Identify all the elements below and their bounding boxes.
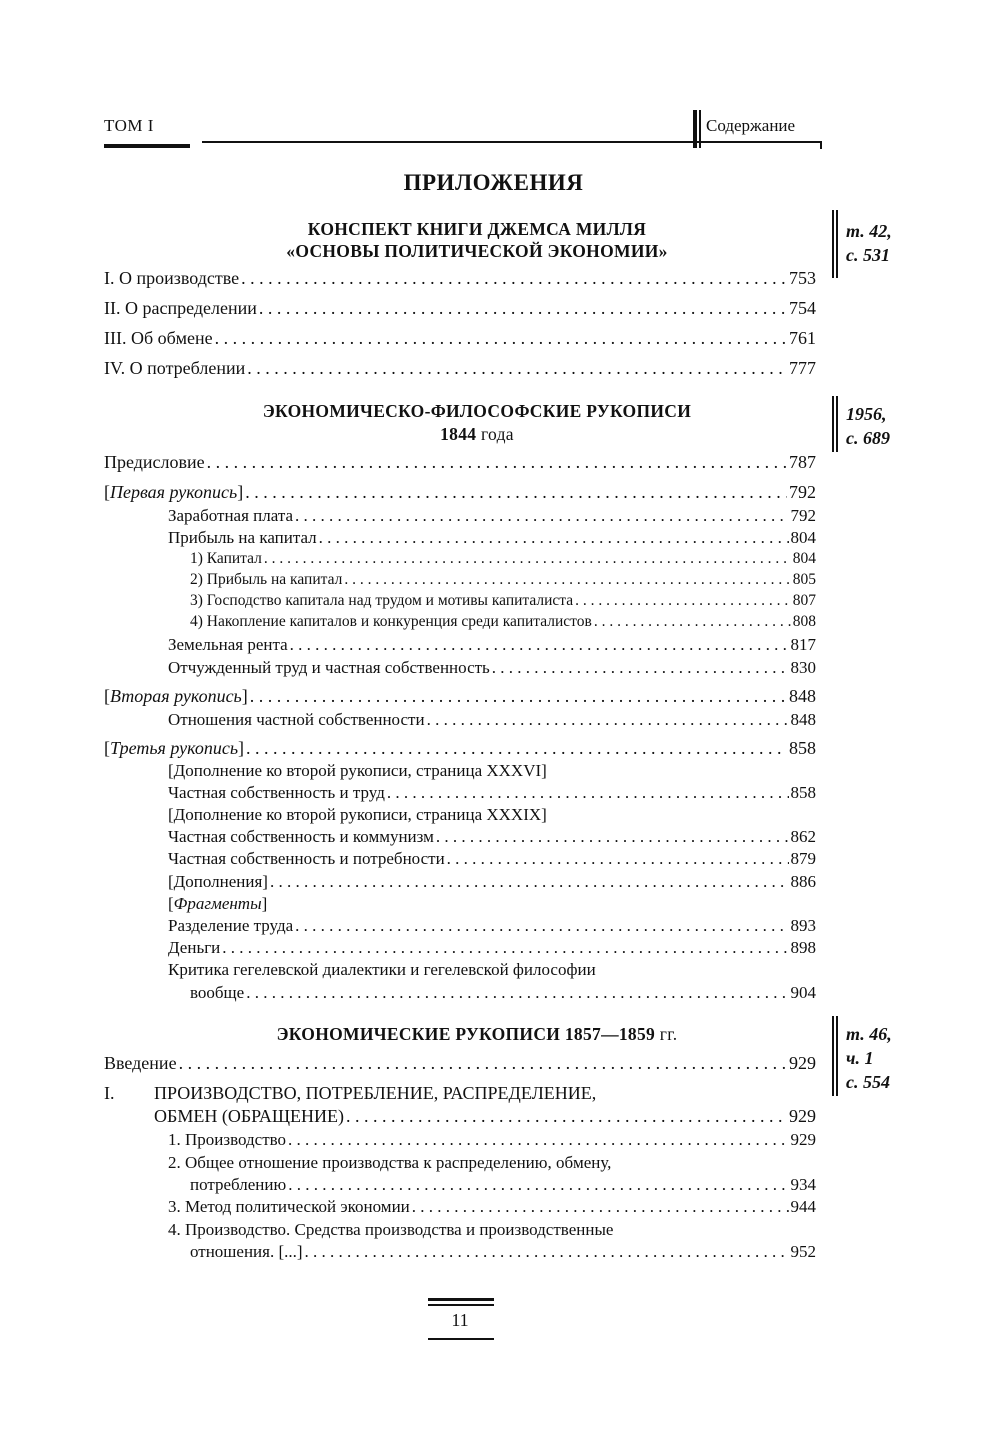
toc-subentry-line1: Критика гегелевской диалектики и гегелевской философии bbox=[168, 960, 596, 979]
source-ref-page: с. 554 bbox=[846, 1072, 890, 1092]
header-rule bbox=[202, 141, 822, 143]
toc-entry: Введение . . . 929 bbox=[104, 1053, 816, 1074]
toc-entry-title: IV. О потреблении bbox=[104, 358, 246, 378]
editorial-note: [Дополнение ко второй рукописи, страница XXXVI] bbox=[168, 761, 547, 780]
toc-entry bbox=[104, 298, 816, 319]
section1-title-line1: КОНСПЕКТ КНИГИ ДЖЕМСА МИЛЛЯ bbox=[307, 219, 647, 239]
page-title: ПРИЛОЖЕНИЯ bbox=[403, 170, 584, 195]
toc-subentry: Разделение труда . . . 893 bbox=[168, 916, 816, 936]
toc-subentry: Отчужденный труд и частная собственность . . . 830 bbox=[168, 658, 816, 678]
toc-subentry: Деньги . . . 898 bbox=[168, 938, 816, 958]
ref-bar bbox=[836, 396, 838, 452]
source-ref-volume: т. 42, bbox=[846, 221, 892, 241]
header-rule-thick bbox=[104, 144, 190, 148]
toc-entry: Предисловие . . . 787 bbox=[104, 452, 816, 473]
ref-bar bbox=[832, 1016, 834, 1096]
toc-subentry: [Дополнения] . . . 886 bbox=[168, 872, 816, 892]
toc-subentry-line1: 2. Общее отношение производства к распределению, обмену, bbox=[168, 1153, 612, 1172]
toc-entry-page: 754 bbox=[789, 298, 816, 318]
toc-subentry: Земельная рента . . . 817 bbox=[168, 635, 816, 655]
source-ref-part: ч. 1 bbox=[846, 1048, 874, 1068]
source-ref-page: с. 531 bbox=[846, 245, 890, 265]
toc-entry bbox=[104, 328, 816, 349]
toc-subentry-line2: отношения. [...] . . . 952 bbox=[190, 1242, 816, 1262]
section3-title: ЭКОНОМИЧЕСКИЕ РУКОПИСИ 1857—1859 гг. bbox=[276, 1024, 678, 1044]
toc-entry-title: III. Об обмене bbox=[104, 328, 213, 348]
toc-subentry-line2: вообще . . . 904 bbox=[190, 983, 816, 1003]
toc-subsubentry: 4) Накопление капиталов и конкуренция среди капиталистов . . . 808 bbox=[190, 613, 816, 631]
ref-bar bbox=[832, 210, 834, 278]
part-number: I. bbox=[104, 1083, 115, 1103]
toc-entry-title: II. О распределении bbox=[104, 298, 257, 318]
toc-entry-page: 777 bbox=[789, 358, 816, 378]
toc-subentry: Прибыль на капитал . . . 804 bbox=[168, 528, 816, 548]
section2-title-line2: 1844 года bbox=[440, 424, 514, 444]
header-divider-bar bbox=[693, 110, 697, 148]
toc-entry-title: I. О производстве bbox=[104, 268, 240, 288]
footer-rule-bottom bbox=[428, 1338, 494, 1340]
toc-subentry: Частная собственность и коммунизм . . . 862 bbox=[168, 827, 816, 847]
footer-rule-thin bbox=[428, 1304, 494, 1306]
running-head-volume: ТОМ I bbox=[104, 116, 154, 135]
source-ref-year: 1956, bbox=[846, 404, 887, 424]
toc-subentry: 3. Метод политической экономии . . . 944 bbox=[168, 1197, 816, 1217]
part-title-line1: ПРОИЗВОДСТВО, ПОТРЕБЛЕНИЕ, РАСПРЕДЕЛЕНИЕ, bbox=[154, 1083, 597, 1103]
toc-entry-manuscript: [Вторая рукопись] . . . 848 bbox=[104, 686, 816, 707]
ref-bar bbox=[836, 1016, 838, 1096]
toc-subentry: Заработная плата . . . 792 bbox=[168, 506, 816, 526]
page-number: 11 bbox=[451, 1310, 469, 1330]
toc-entry-manuscript: [Третья рукопись] . . . 858 bbox=[104, 738, 816, 759]
toc-subentry: Частная собственность и потребности . . . 879 bbox=[168, 849, 816, 869]
header-divider-bar-thin bbox=[699, 110, 701, 148]
source-ref-volume: т. 46, bbox=[846, 1024, 892, 1044]
ref-bar bbox=[832, 396, 834, 452]
toc-subentry-line1: 4. Производство. Средства производства и производственные bbox=[168, 1220, 614, 1239]
section2-title-line1: ЭКОНОМИЧЕСКО-ФИЛОСОФСКИЕ РУКОПИСИ bbox=[262, 401, 692, 421]
editorial-note: [Дополнение ко второй рукописи, страница XXXIX] bbox=[168, 805, 547, 824]
part-title-line2: ОБМЕН (ОБРАЩЕНИЕ) . . . 929 bbox=[154, 1106, 816, 1127]
source-ref-page: с. 689 bbox=[846, 428, 890, 448]
toc-entry-page: 761 bbox=[789, 328, 816, 348]
section1-title-line2: «ОСНОВЫ ПОЛИТИЧЕСКОЙ ЭКОНОМИИ» bbox=[286, 241, 668, 261]
toc-entry bbox=[104, 358, 816, 379]
running-head-section: Содержание bbox=[706, 116, 796, 135]
toc-entry-manuscript: [Первая рукопись] . . . 792 bbox=[104, 482, 816, 503]
toc-entry bbox=[104, 268, 816, 289]
footer-rule-thick bbox=[428, 1298, 494, 1301]
toc-subsubentry: 1) Капитал . . . 804 bbox=[190, 550, 816, 568]
fragments-heading: [Фрагменты] bbox=[168, 894, 268, 913]
toc-entry-page: 753 bbox=[789, 268, 816, 288]
toc-subsubentry: 3) Господство капитала над трудом и мотивы капиталиста . . . 807 bbox=[190, 592, 816, 610]
toc-subentry-line2: потреблению . . . 934 bbox=[190, 1175, 816, 1195]
toc-subentry: Отношения частной собственности . . . 848 bbox=[168, 710, 816, 730]
ref-bar bbox=[836, 210, 838, 278]
toc-subentry: Частная собственность и труд . . . 858 bbox=[168, 783, 816, 803]
header-rule-tick bbox=[820, 141, 822, 149]
toc-subentry: 1. Производство . . . 929 bbox=[168, 1130, 816, 1150]
toc-subsubentry: 2) Прибыль на капитал . . . 805 bbox=[190, 571, 816, 589]
